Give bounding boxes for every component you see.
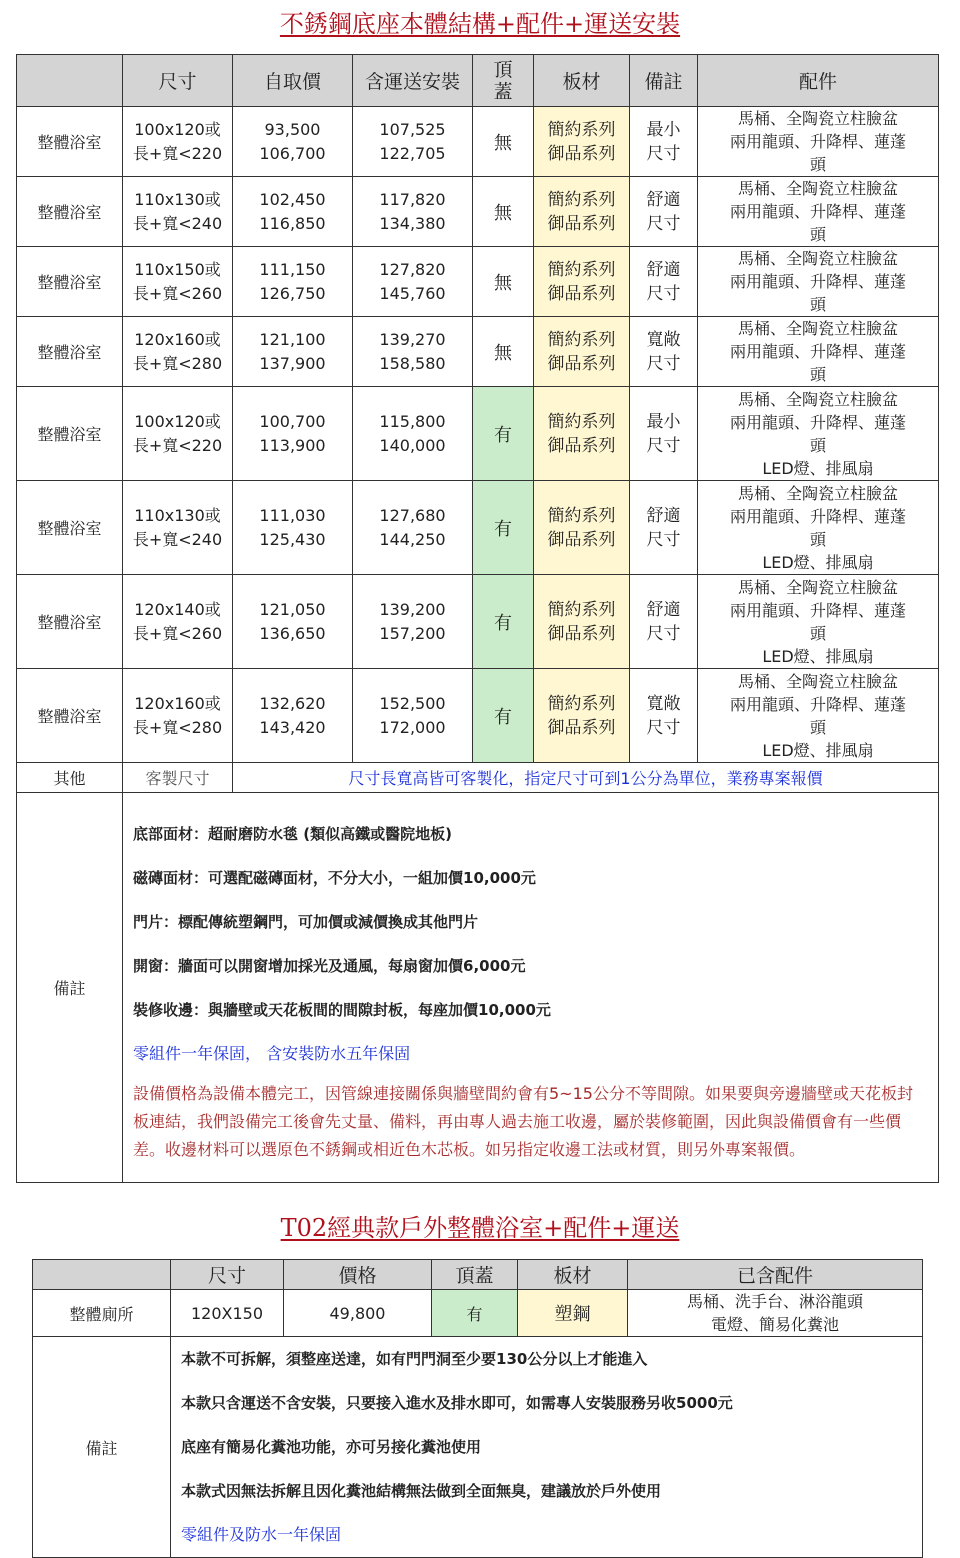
t2-size: 120X150 — [171, 1290, 284, 1337]
header-material: 板材 — [534, 55, 630, 107]
t2-header-lid: 頂蓋 — [432, 1260, 518, 1290]
row-delivery-price: 139,200 157,200 — [353, 575, 473, 669]
header-delivery-price: 含運送安裝 — [353, 55, 473, 107]
table-row — [17, 247, 939, 317]
note-tile: 磁磚面材：可選配磁磚面材，不分大小，一組加價10,000元 — [133, 868, 536, 887]
row-delivery-price: 139,270 158,580 — [353, 317, 473, 387]
row-size: 110x130或 長+寬<240 — [123, 177, 233, 247]
header-remarks: 備註 — [630, 55, 698, 107]
table-row — [17, 107, 939, 177]
table-row — [17, 481, 939, 575]
row-remark: 最小 尺寸 — [630, 387, 698, 481]
row-delivery-price: 115,800 140,000 — [353, 387, 473, 481]
t2-note-1: 本款不可拆解，須整座送達，如有門門洞至少要130公分以上才能進入 — [181, 1350, 648, 1368]
t2-header-price: 價格 — [284, 1260, 432, 1290]
row-remark: 舒適 尺寸 — [630, 177, 698, 247]
row-lid: 無 — [473, 317, 534, 387]
row-accessories: 馬桶、全陶瓷立柱臉盆 兩用龍頭、升降桿、蓮蓬 頭 LED燈、排風扇 — [698, 575, 939, 669]
page-title: 不銹鋼底座本體結構+配件+運送安裝 — [279, 10, 681, 38]
note-floor: 底部面材：超耐磨防水毯 (類似高鐵或醫院地板) — [133, 824, 452, 843]
row-remark: 舒適 尺寸 — [630, 481, 698, 575]
custom-size: 客製尺寸 — [123, 763, 233, 793]
t2-header-size: 尺寸 — [171, 1260, 284, 1290]
header-size: 尺寸 — [123, 55, 233, 107]
row-accessories: 馬桶、全陶瓷立柱臉盆 兩用龍頭、升降桿、蓮蓬 頭 LED燈、排風扇 — [698, 387, 939, 481]
row-lid: 有 — [473, 575, 534, 669]
row-accessories: 馬桶、全陶瓷立柱臉盆 兩用龍頭、升降桿、蓮蓬 頭 LED燈、排風扇 — [698, 481, 939, 575]
t2-notes-block — [171, 1337, 923, 1558]
t2-acc-line2: 電燈、簡易化糞池 — [710, 1315, 839, 1334]
row-pickup-price: 100,700 113,900 — [233, 387, 353, 481]
row-size: 120x160或 長+寬<280 — [123, 669, 233, 763]
header-accessories: 配件 — [698, 55, 939, 107]
t2-acc-line1: 馬桶、洗手台、淋浴龍頭 — [686, 1292, 863, 1311]
row-delivery-price: 127,820 145,760 — [353, 247, 473, 317]
header-lid: 頂 蓋 — [473, 55, 534, 107]
row-type: 整體浴室 — [17, 107, 123, 177]
t2-note-4: 本款式因無法拆解且因化糞池結構無法做到全面無臭，建議放於戶外使用 — [181, 1482, 662, 1500]
header-blank — [17, 55, 123, 107]
note-door: 門片：標配傳統塑鋼門，可加價或減價換成其他門片 — [133, 912, 479, 931]
row-remark: 舒適 尺寸 — [630, 575, 698, 669]
t2-price: 49,800 — [284, 1290, 432, 1337]
t2-type: 整體廁所 — [33, 1290, 171, 1337]
row-material: 簡約系列 御品系列 — [534, 575, 630, 669]
row-pickup-price: 132,620 143,420 — [233, 669, 353, 763]
section-title-t02: T02經典款戶外整體浴室+配件+運送 — [280, 1214, 680, 1242]
notes-label: 備註 — [17, 793, 123, 1183]
row-accessories: 馬桶、全陶瓷立柱臉盆 兩用龍頭、升降桿、蓮蓬 頭 LED燈、排風扇 — [698, 669, 939, 763]
t2-header-material: 板材 — [518, 1260, 628, 1290]
table-row — [17, 317, 939, 387]
table-row — [17, 177, 939, 247]
row-material: 簡約系列 御品系列 — [534, 669, 630, 763]
row-size: 110x150或 長+寬<260 — [123, 247, 233, 317]
note-trim: 裝修收邊：與牆壁或天花板間的間隙封板，每座加價10,000元 — [133, 1000, 551, 1019]
note-window: 開窗：牆面可以開窗增加採光及通風，每扇窗加價6,000元 — [133, 956, 526, 975]
row-delivery-price: 107,525 122,705 — [353, 107, 473, 177]
note-warranty: 零組件一年保固， 含安裝防水五年保固 — [133, 1043, 411, 1063]
row-remark: 最小 尺寸 — [630, 107, 698, 177]
row-size: 120x160或 長+寬<280 — [123, 317, 233, 387]
row-lid: 有 — [473, 387, 534, 481]
row-type: 整體浴室 — [17, 317, 123, 387]
table-row — [17, 387, 939, 481]
t2-note-3: 底座有簡易化糞池功能，亦可另接化糞池使用 — [181, 1438, 482, 1456]
row-pickup-price: 111,030 125,430 — [233, 481, 353, 575]
row-type: 整體浴室 — [17, 669, 123, 763]
table-row — [17, 575, 939, 669]
row-type: 整體浴室 — [17, 387, 123, 481]
row-lid: 無 — [473, 247, 534, 317]
row-pickup-price: 121,050 136,650 — [233, 575, 353, 669]
row-pickup-price: 93,500 106,700 — [233, 107, 353, 177]
row-size: 100x120或 長+寬<220 — [123, 107, 233, 177]
row-material: 簡約系列 御品系列 — [534, 317, 630, 387]
row-material: 簡約系列 御品系列 — [534, 107, 630, 177]
t2-accessories — [628, 1290, 923, 1337]
row-accessories: 馬桶、全陶瓷立柱臉盆 兩用龍頭、升降桿、蓮蓬 頭 — [698, 247, 939, 317]
t02-table — [32, 1259, 923, 1558]
row-remark: 寬敞 尺寸 — [630, 317, 698, 387]
row-size: 110x130或 長+寬<240 — [123, 481, 233, 575]
row-type: 整體浴室 — [17, 247, 123, 317]
row-pickup-price: 121,100 137,900 — [233, 317, 353, 387]
note-gap-explanation: 設備價格為設備本體完工，因管線連接關係與牆壁間約會有5~15公分不等間隙。如果要與旁邊牆壁或天花板封板連結，我們設備完工後會先丈量、備料，再由專人過去施工收邊，屬於裝修範圍，因此與設備價會有一些價差。收邊材料可以選原色不銹鋼或相近色木芯板。如另指定收邊工法或材質，則另外專案報價。 — [133, 1083, 913, 1159]
row-lid: 有 — [473, 669, 534, 763]
row-size: 100x120或 長+寬<220 — [123, 387, 233, 481]
row-accessories: 馬桶、全陶瓷立柱臉盆 兩用龍頭、升降桿、蓮蓬 頭 — [698, 177, 939, 247]
row-remark: 舒適 尺寸 — [630, 247, 698, 317]
row-material: 簡約系列 御品系列 — [534, 387, 630, 481]
t2-header-blank — [33, 1260, 171, 1290]
row-material: 簡約系列 御品系列 — [534, 481, 630, 575]
row-delivery-price: 127,680 144,250 — [353, 481, 473, 575]
t2-note-2: 本款只含運送不含安裝，只要接入進水及排水即可，如需專人安裝服務另收5000元 — [181, 1394, 733, 1412]
row-lid: 有 — [473, 481, 534, 575]
row-accessories: 馬桶、全陶瓷立柱臉盆 兩用龍頭、升降桿、蓮蓬 頭 — [698, 317, 939, 387]
row-remark: 寬敞 尺寸 — [630, 669, 698, 763]
row-pickup-price: 102,450 116,850 — [233, 177, 353, 247]
row-accessories: 馬桶、全陶瓷立柱臉盆 兩用龍頭、升降桿、蓮蓬 頭 — [698, 107, 939, 177]
other-label: 其他 — [17, 763, 123, 793]
table-row — [17, 669, 939, 763]
row-delivery-price: 152,500 172,000 — [353, 669, 473, 763]
t2-material: 塑鋼 — [518, 1290, 628, 1337]
row-pickup-price: 111,150 126,750 — [233, 247, 353, 317]
notes-block — [123, 793, 939, 1183]
t2-notes-label: 備註 — [33, 1337, 171, 1558]
row-type: 整體浴室 — [17, 575, 123, 669]
t2-lid: 有 — [432, 1290, 518, 1337]
row-material: 簡約系列 御品系列 — [534, 177, 630, 247]
t2-note-5: 零組件及防水一年保固 — [181, 1525, 342, 1544]
row-lid: 無 — [473, 177, 534, 247]
row-size: 120x140或 長+寬<260 — [123, 575, 233, 669]
row-lid: 無 — [473, 107, 534, 177]
price-table — [16, 54, 939, 1183]
row-type: 整體浴室 — [17, 481, 123, 575]
row-material: 簡約系列 御品系列 — [534, 247, 630, 317]
header-pickup-price: 自取價 — [233, 55, 353, 107]
row-delivery-price: 117,820 134,380 — [353, 177, 473, 247]
t2-header-accessories: 已含配件 — [628, 1260, 923, 1290]
custom-size-note: 尺寸長寬高皆可客製化，指定尺寸可到1公分為單位，業務專案報價 — [233, 763, 939, 793]
row-type: 整體浴室 — [17, 177, 123, 247]
